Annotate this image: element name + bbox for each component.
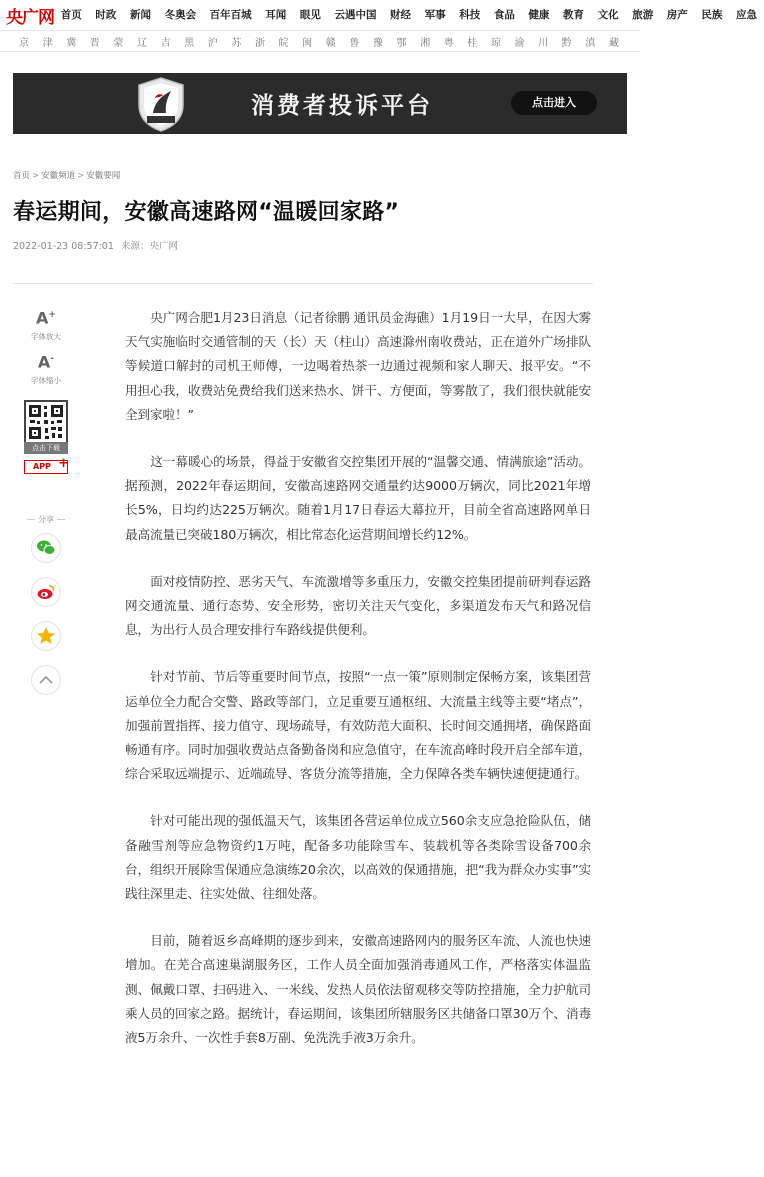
nav-item[interactable]: 食品 xyxy=(493,9,515,21)
nav-items xyxy=(54,0,764,30)
nav-item[interactable]: 云遇中国 xyxy=(334,9,377,21)
font-larger-icon: A+ xyxy=(36,308,56,328)
breadcrumb-home[interactable]: 首页 xyxy=(13,171,31,181)
site-logo-text: 央广网 xyxy=(6,7,54,28)
province-link[interactable]: 冀 xyxy=(66,37,77,49)
consumer-complaint-banner[interactable] xyxy=(13,73,627,134)
province-link[interactable]: 沪 xyxy=(207,37,218,49)
province-link[interactable]: 鲁 xyxy=(349,37,360,49)
article-meta xyxy=(13,238,178,252)
nav-item[interactable]: 财经 xyxy=(390,9,412,21)
province-link[interactable]: 湘 xyxy=(420,37,431,49)
breadcrumb-anhui-channel[interactable]: 安徽频道 xyxy=(41,171,76,181)
nav-item[interactable]: 百年百城 xyxy=(209,9,252,21)
article-paragraph: 央广网合肥1月23日消息（记者徐鹏 通讯员金海礁）1月19日一大早，在因大雾天气实施临时交通管制的天（长）天（柱山）高速滁州南收费站，正在道外广场排队等候道口解封的司机王师傅，一边喝着热茶一边通过视频和家人聊天、报平安。“不用担心我，收费站免费给我们送来热水、饼干、方便面，等雾散了，我们很快就能安全到家啦！” xyxy=(125,310,591,422)
nav-item[interactable]: 眼见 xyxy=(299,9,321,21)
province-link[interactable]: 粤 xyxy=(443,37,454,49)
province-link[interactable]: 浙 xyxy=(254,37,265,49)
article-paragraph: 这一幕暖心的场景，得益于安徽省交控集团开展的“温馨交通、情满旅途”活动。据预测，2022年春运期间，安徽高速路网交通量约达9000万辆次，同比2021年增长5%，日均约达225万辆次。随着1月17日春运大幕拉开，目前全省高速路网单日最高流量已突破180万辆次，相比常态化运营期间增长约12%。 xyxy=(125,454,591,542)
share-line-right xyxy=(57,519,65,520)
article-source: 来源：央广网 xyxy=(120,241,178,252)
font-smaller-label: 字体缩小 xyxy=(31,376,61,386)
nav-item[interactable]: 文化 xyxy=(597,9,619,21)
app-badge-text: APP xyxy=(33,462,51,471)
share-header xyxy=(22,514,70,525)
province-link[interactable]: 苏 xyxy=(231,37,242,49)
shield-logo-icon xyxy=(133,75,189,133)
top-nav xyxy=(0,0,757,30)
banner-enter-button[interactable]: 点击进入 xyxy=(511,91,597,115)
province-link[interactable]: 晋 xyxy=(89,37,100,49)
nav-item[interactable]: 旅游 xyxy=(632,9,654,21)
province-link[interactable]: 黑 xyxy=(184,37,195,49)
qr-code-icon[interactable] xyxy=(24,400,68,444)
share-qzone-button[interactable] xyxy=(31,621,61,651)
nav-item[interactable]: 教育 xyxy=(563,9,585,21)
share-line-left xyxy=(27,519,35,520)
nav-item[interactable]: 首页 xyxy=(60,9,82,21)
province-bar xyxy=(0,31,640,51)
font-smaller-button[interactable] xyxy=(22,350,70,386)
breadcrumb-separator: > xyxy=(77,171,85,181)
province-link[interactable]: 藏 xyxy=(608,37,619,49)
province-link[interactable]: 皖 xyxy=(278,37,289,49)
breadcrumb xyxy=(13,169,120,181)
nav-item[interactable]: 健康 xyxy=(528,9,550,21)
article-title: 春运期间，安徽高速路网“温暖回家路” xyxy=(13,200,400,225)
nav-item[interactable]: 冬奥会 xyxy=(164,9,197,21)
province-link[interactable]: 渝 xyxy=(514,37,525,49)
breadcrumb-anhui-news[interactable]: 安徽要闻 xyxy=(86,171,121,181)
plus-icon: + xyxy=(58,456,69,471)
font-smaller-glyph: A xyxy=(37,352,51,372)
site-logo[interactable] xyxy=(0,0,54,30)
title-divider xyxy=(13,283,593,284)
article-body xyxy=(125,306,591,1073)
article-paragraph: 针对可能出现的强低温天气，该集团各营运单位成立560余支应急抢险队伍，储备融雪剂等应急物资约1万吨，配备多功能除雪车、装载机等各类除雪设备700余台，组织开展除雪保通应急演练20余次，以高效的保通措施，把“我为群众办实事”实践往深里走、往实处做、往细处落。 xyxy=(125,813,591,902)
province-link[interactable]: 桂 xyxy=(467,37,478,49)
weibo-icon xyxy=(36,583,56,601)
font-smaller-icon: A- xyxy=(37,352,55,372)
qzone-star-icon xyxy=(36,626,56,646)
breadcrumb-separator: > xyxy=(32,171,40,181)
nav-item[interactable]: 耳闻 xyxy=(265,9,287,21)
nav-item[interactable]: 民族 xyxy=(701,9,723,21)
province-link[interactable]: 辽 xyxy=(136,37,147,49)
wechat-icon xyxy=(36,539,56,557)
article-datetime: 2022-01-23 08:57:01 xyxy=(13,241,114,252)
font-larger-label: 字体放大 xyxy=(31,332,61,342)
font-larger-button[interactable] xyxy=(22,306,70,342)
province-link[interactable]: 黔 xyxy=(561,37,572,49)
chevron-up-icon xyxy=(38,675,54,685)
province-link[interactable]: 鄂 xyxy=(396,37,407,49)
nav-item[interactable]: 时政 xyxy=(95,9,117,21)
province-link[interactable]: 津 xyxy=(42,37,53,49)
province-link[interactable]: 川 xyxy=(538,37,549,49)
province-link[interactable]: 吉 xyxy=(160,37,171,49)
province-link[interactable]: 京 xyxy=(19,37,29,49)
font-larger-glyph: A xyxy=(36,308,49,328)
province-link[interactable]: 赣 xyxy=(325,37,336,49)
back-to-top-button[interactable] xyxy=(31,665,61,695)
article-paragraph: 面对疫情防控、恶劣天气、车流激增等多重压力，安徽交控集团提前研判春运路网交通流量、通行态势、安全形势，密切关注天气变化，多渠道发布天气和路况信息，为出行人员合理安排行车路线提供便利。 xyxy=(125,573,591,638)
province-link[interactable]: 闽 xyxy=(302,37,313,49)
province-divider xyxy=(0,51,640,52)
share-weibo-button[interactable] xyxy=(31,577,61,607)
province-link[interactable]: 豫 xyxy=(372,37,383,49)
share-label: 分享 xyxy=(38,515,54,524)
banner-title: 消费者投诉平台 xyxy=(251,93,433,119)
qr-download-label[interactable]: 点击下载 xyxy=(24,442,68,454)
province-link[interactable]: 琼 xyxy=(490,37,501,49)
app-download-badge[interactable] xyxy=(24,456,69,474)
nav-item[interactable]: 新闻 xyxy=(129,9,151,21)
nav-item[interactable]: 应急 xyxy=(735,9,757,21)
nav-item[interactable]: 房产 xyxy=(666,9,688,21)
province-link[interactable]: 滇 xyxy=(585,37,596,49)
share-wechat-button[interactable] xyxy=(31,533,61,563)
province-link[interactable]: 蒙 xyxy=(113,37,124,49)
article-paragraph: 针对节前、节后等重要时间节点，按照“一点一策”原则制定保畅方案，该集团营运单位全力配合交警、路政等部门，立足重要互通枢纽、大流量主线等主要“堵点”，加强前置指挥、接力值守、现场疏导，有效防范大面积、长时间交通拥堵，确保路面畅通有序。同时加强收费站点备勤备岗和应急值守，在车流高峰时段开启全部车道，综合采取远端提示、近端疏导、客货分流等措施，全力保障各类车辆快速便捷通行。 xyxy=(125,669,591,782)
article-paragraph: 目前，随着返乡高峰期的逐步到来，安徽高速路网内的服务区车流、人流也快速增加。在芜合高速巢湖服务区，工作人员全面加强消毒通风工作，严格落实体温监测、佩戴口罩、扫码进入、一米线、发热人员依法留观移交等防控措施，全力护航司乘人员的回家之路。据统计，春运期间，该集团所辖服务区共储备口罩30万个、消毒液5万余升、一次性手套8万副、免洗洗手液3万余升。 xyxy=(125,933,591,1046)
nav-item[interactable]: 军事 xyxy=(424,9,446,21)
nav-item[interactable]: 科技 xyxy=(459,9,481,21)
